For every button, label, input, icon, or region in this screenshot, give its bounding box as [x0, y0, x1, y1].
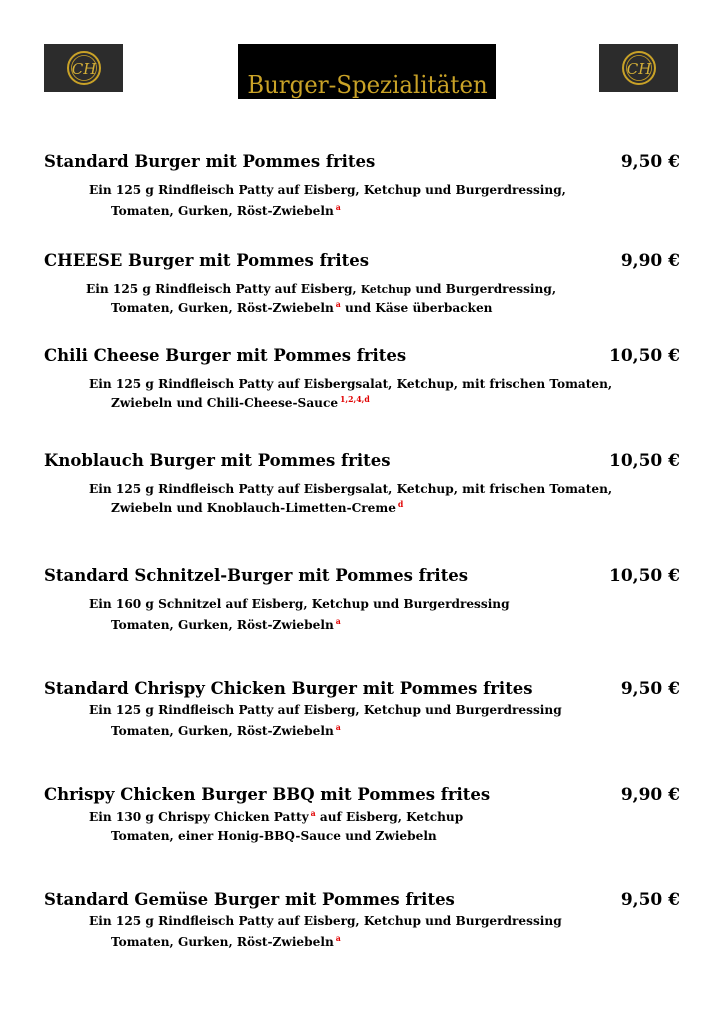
- item-description-line2: Zwiebeln und Chili-Cheese-Sauce $^{1,2,4,d}$: [111, 394, 370, 411]
- item-description-line2: Tomaten, Gurken, Röst-Zwiebeln $^a$: [111, 202, 341, 219]
- item-name: Standard Schnitzel-Burger mit Pommes frites: [44, 566, 469, 586]
- item-price: 9,50 €: [620, 890, 680, 910]
- title-banner: [238, 44, 496, 99]
- allergen-marker: 1,2,4,d: [340, 394, 370, 404]
- ch-monogram-icon: [619, 48, 659, 88]
- allergen-marker: a: [335, 933, 341, 943]
- item-price: 10,50 €: [609, 451, 680, 471]
- item-description-line2: Tomaten, Gurken, Röst-Zwiebeln $^a$: [111, 933, 341, 950]
- allergen-marker: a: [310, 808, 316, 818]
- item-description-line2: Tomaten, Gurken, Röst-Zwiebeln $^a$ und Käse überbacken: [111, 299, 493, 316]
- item-description-line2: Zwiebeln und Knoblauch-Limetten-Creme $^d$: [111, 499, 404, 516]
- item-description-line1: Ein 125 g Rindfleisch Patty auf Eisbergsalat, Ketchup, mit frischen Tomaten,: [89, 376, 613, 391]
- item-price: 10,50 €: [609, 566, 680, 586]
- allergen-marker: a: [335, 202, 341, 212]
- item-price: 9,90 €: [620, 785, 680, 805]
- item-description-line1: Ein 130 g Chrispy Chicken Patty $^a$ auf Eisberg, Ketchup: [89, 808, 464, 825]
- item-description-line1: Ein 125 g Rindfleisch Patty auf Eisberg, Ketchup und Burgerdressing: [89, 702, 562, 717]
- page-title: Burger-Spezialitäten: [246, 71, 488, 99]
- item-description-line2: Tomaten, Gurken, Röst-Zwiebeln $^a$: [111, 616, 341, 633]
- item-description-line2: Tomaten, Gurken, Röst-Zwiebeln $^a$: [111, 722, 341, 739]
- allergen-marker: a: [335, 299, 341, 309]
- item-name: Chili Cheese Burger mit Pommes frites: [44, 346, 407, 366]
- item-description-line1: Ein 125 g Rindfleisch Patty auf Eisberg, Ketchup und Burgerdressing: [89, 913, 562, 928]
- item-price: 10,50 €: [609, 346, 680, 366]
- item-name: Standard Chrispy Chicken Burger mit Pommes frites: [44, 679, 533, 699]
- svg-text:CH: CH: [71, 60, 96, 78]
- ch-monogram-icon: [64, 48, 104, 88]
- item-description-line2: Tomaten, einer Honig-BBQ-Sauce und Zwiebeln: [111, 828, 437, 843]
- item-name: Knoblauch Burger mit Pommes frites: [44, 451, 391, 471]
- item-description-line1: Ein 125 g Rindfleisch Patty auf Eisberg, Ketchup und Burgerdressing,: [89, 182, 566, 197]
- item-description-line1: Ein 160 g Schnitzel auf Eisberg, Ketchup und Burgerdressing: [89, 596, 510, 611]
- svg-text:CH: CH: [626, 60, 651, 78]
- item-name: Standard Burger mit Pommes frites: [44, 152, 376, 172]
- item-price: 9,90 €: [620, 251, 680, 271]
- item-name: Chrispy Chicken Burger BBQ mit Pommes frites: [44, 785, 491, 805]
- item-price: 9,50 €: [620, 679, 680, 699]
- allergen-marker: d: [397, 499, 404, 509]
- item-description-line1: Ein 125 g Rindfleisch Patty auf Eisberg, Ketchup und Burgerdressing,: [86, 281, 557, 296]
- item-description-line1: Ein 125 g Rindfleisch Patty auf Eisbergsalat, Ketchup, mit frischen Tomaten,: [89, 481, 613, 496]
- item-name: CHEESE Burger mit Pommes frites: [44, 251, 370, 271]
- logo-right: [599, 44, 678, 92]
- allergen-marker: a: [335, 722, 341, 732]
- logo-left: [44, 44, 123, 92]
- allergen-marker: a: [335, 616, 341, 626]
- item-name: Standard Gemüse Burger mit Pommes frites: [44, 890, 455, 910]
- item-price: 9,50 €: [620, 152, 680, 172]
